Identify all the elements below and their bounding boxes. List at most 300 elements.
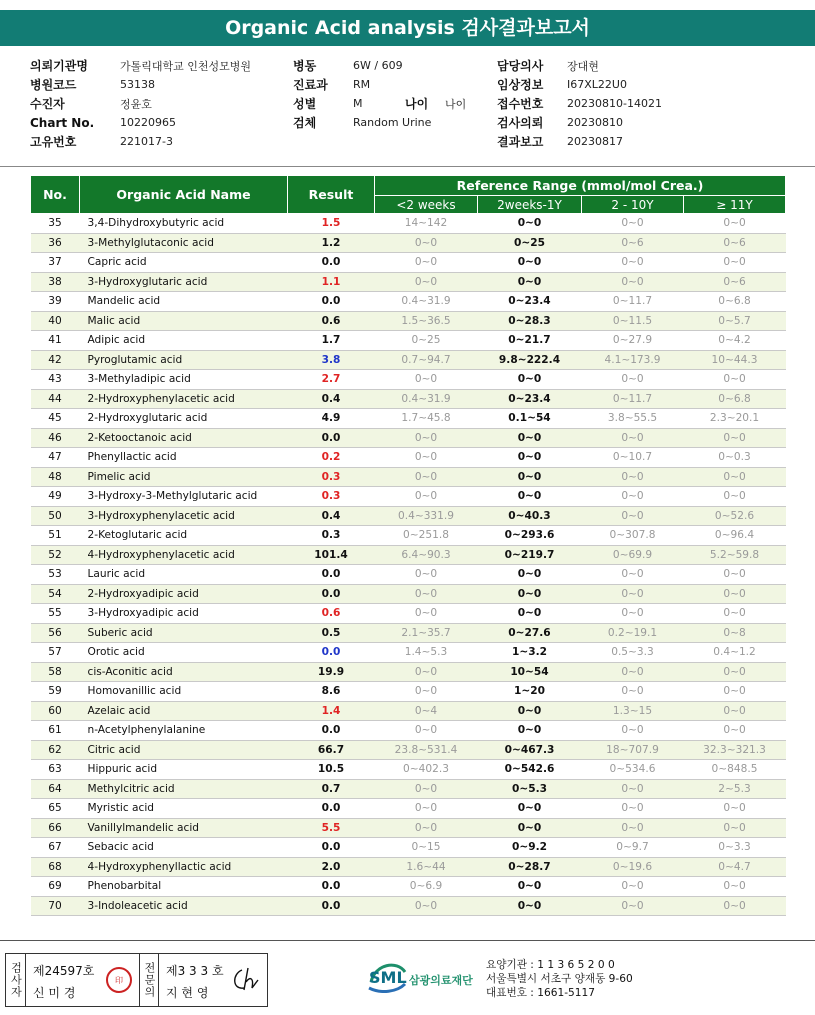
cell-range: 0~6 — [684, 272, 786, 292]
info-row — [497, 113, 797, 132]
cell-name: Suberic acid — [80, 623, 288, 643]
cell-range: 0~28.3 — [478, 311, 582, 331]
cell-range: 0~0 — [582, 779, 684, 799]
table-row — [31, 701, 786, 721]
cell-range: 10~44.3 — [684, 350, 786, 370]
cell-name: 2-Hydroxyadipic acid — [80, 584, 288, 604]
cell-name: 3-Methylglutaconic acid — [80, 233, 288, 253]
cell-range: 0~6 — [684, 233, 786, 253]
info-value: 정윤호 — [120, 97, 152, 111]
cell-range: 0~0 — [684, 487, 786, 507]
table-row — [31, 467, 786, 487]
cell-range: 0~467.3 — [478, 740, 582, 760]
header-divider — [0, 166, 815, 167]
table-row — [31, 838, 786, 858]
info-row — [30, 56, 280, 75]
results-table-body — [31, 214, 786, 916]
cell-no: 52 — [31, 545, 80, 565]
header-result: Result — [288, 176, 375, 214]
cell-range: 5.2~59.8 — [684, 545, 786, 565]
info-label: 검체 — [293, 116, 317, 130]
cell-range: 0~0 — [375, 662, 478, 682]
cell-no: 53 — [31, 565, 80, 585]
cell-range: 0~0 — [478, 487, 582, 507]
cell-no: 42 — [31, 350, 80, 370]
cell-no: 38 — [31, 272, 80, 292]
cell-range: 0~0 — [684, 584, 786, 604]
cell-name: Vanillylmandelic acid — [80, 818, 288, 838]
info-value: I67XL22U0 — [567, 78, 627, 91]
report-title: Organic Acid analysis 검사결과보고서 — [0, 10, 815, 46]
table-row — [31, 272, 786, 292]
info-label: 의뢰기관명 — [30, 59, 88, 73]
cell-range: 0~11.7 — [582, 389, 684, 409]
cell-result: 0.0 — [288, 838, 375, 858]
cell-name: Homovanillic acid — [80, 682, 288, 702]
cell-no: 48 — [31, 467, 80, 487]
cell-name: n-Acetylphenylalanine — [80, 721, 288, 741]
cell-result: 19.9 — [288, 662, 375, 682]
cell-result: 0.6 — [288, 311, 375, 331]
cell-range: 0~0 — [684, 896, 786, 916]
cell-no: 65 — [31, 799, 80, 819]
cell-result: 101.4 — [288, 545, 375, 565]
cell-range: 0~534.6 — [582, 760, 684, 780]
cell-range: 0~9.2 — [478, 838, 582, 858]
table-row — [31, 799, 786, 819]
cell-no: 62 — [31, 740, 80, 760]
cell-name: Phenyllactic acid — [80, 448, 288, 468]
cell-no: 58 — [31, 662, 80, 682]
cell-range: 0~0 — [684, 214, 786, 234]
cell-range: 0~0 — [478, 253, 582, 273]
cell-no: 37 — [31, 253, 80, 273]
cell-range: 0~0.3 — [684, 448, 786, 468]
table-row — [31, 857, 786, 877]
cell-range: 0~11.5 — [582, 311, 684, 331]
cell-no: 63 — [31, 760, 80, 780]
info-label: 수진자 — [30, 97, 65, 111]
cell-range: 1~20 — [478, 682, 582, 702]
cell-range: 0~0 — [582, 253, 684, 273]
table-row — [31, 487, 786, 507]
cell-result: 2.7 — [288, 370, 375, 390]
info-value: RM — [353, 78, 371, 91]
table-row — [31, 818, 786, 838]
cell-result: 1.7 — [288, 331, 375, 351]
cell-no: 68 — [31, 857, 80, 877]
tester-label: 검사자 — [6, 954, 26, 1006]
cell-range: 0~5.7 — [684, 311, 786, 331]
cell-range: 0~0 — [582, 370, 684, 390]
patient-info-section — [0, 50, 815, 165]
cell-name: 3-Hydroxyadipic acid — [80, 604, 288, 624]
table-row — [31, 370, 786, 390]
cell-range: 0~4.7 — [684, 857, 786, 877]
cell-no: 67 — [31, 838, 80, 858]
cell-result: 66.7 — [288, 740, 375, 760]
cell-no: 66 — [31, 818, 80, 838]
cell-range: 0~96.4 — [684, 526, 786, 546]
cell-range: 0~19.6 — [582, 857, 684, 877]
cell-range: 0~0 — [684, 799, 786, 819]
cell-name: Malic acid — [80, 311, 288, 331]
cell-range: 0~0 — [582, 799, 684, 819]
header-reference-range: Reference Range (mmol/mol Crea.) — [375, 176, 786, 196]
cell-name: 3-Methyladipic acid — [80, 370, 288, 390]
cell-range: 1.6~44 — [375, 857, 478, 877]
cell-result: 0.5 — [288, 623, 375, 643]
cell-range: 0.4~31.9 — [375, 292, 478, 312]
cell-range: 0~28.7 — [478, 857, 582, 877]
info-value: 20230810 — [567, 116, 623, 129]
cell-range: 0~3.3 — [684, 838, 786, 858]
cell-range: 0~0 — [375, 428, 478, 448]
cell-range: 0~251.8 — [375, 526, 478, 546]
cell-range: 0~0 — [375, 682, 478, 702]
cell-range: 10~54 — [478, 662, 582, 682]
tester-license-no: 제24597호 — [33, 964, 95, 978]
cell-range: 2.3~20.1 — [684, 409, 786, 429]
header-range-under-2-weeks: <2 weeks — [375, 196, 478, 214]
cell-range: 2.1~35.7 — [375, 623, 478, 643]
cell-result: 4.9 — [288, 409, 375, 429]
cell-no: 41 — [31, 331, 80, 351]
cell-range: 0~0 — [375, 604, 478, 624]
cell-range: 0.4~31.9 — [375, 389, 478, 409]
cell-range: 0~0 — [375, 799, 478, 819]
info-row — [497, 75, 797, 94]
cell-range: 0~6.9 — [375, 877, 478, 897]
cell-result: 8.6 — [288, 682, 375, 702]
cell-range: 0~0 — [478, 214, 582, 234]
cell-result: 0.3 — [288, 467, 375, 487]
info-value: 6W / 609 — [353, 59, 403, 72]
cell-range: 0~0 — [478, 799, 582, 819]
cell-range: 0~23.4 — [478, 292, 582, 312]
tester-seal-icon: 印 — [106, 967, 132, 993]
cell-range: 0~27.9 — [582, 331, 684, 351]
cell-range: 0~6.8 — [684, 292, 786, 312]
table-row — [31, 506, 786, 526]
table-row — [31, 565, 786, 585]
cell-range: 0~0 — [478, 565, 582, 585]
cell-range: 0~0 — [684, 467, 786, 487]
cell-name: 4-Hydroxyphenyllactic acid — [80, 857, 288, 877]
cell-range: 0~0 — [375, 779, 478, 799]
cell-range: 0~0 — [582, 467, 684, 487]
cell-no: 46 — [31, 428, 80, 448]
cell-range: 0~0 — [375, 272, 478, 292]
cell-name: 2-Ketooctanoic acid — [80, 428, 288, 448]
info-label: 병동 — [293, 59, 317, 73]
cell-no: 36 — [31, 233, 80, 253]
cell-no: 40 — [31, 311, 80, 331]
info-label: 임상정보 — [497, 78, 544, 92]
cell-no: 56 — [31, 623, 80, 643]
cell-name: Methylcitric acid — [80, 779, 288, 799]
info-value: 20230810-14021 — [567, 97, 662, 110]
cell-range: 0~0 — [375, 253, 478, 273]
cell-range: 0~0 — [684, 604, 786, 624]
table-row — [31, 721, 786, 741]
cell-range: 0.1~54 — [478, 409, 582, 429]
info-label: 병원코드 — [30, 78, 77, 92]
cell-result: 1.5 — [288, 214, 375, 234]
cell-name: Lauric acid — [80, 565, 288, 585]
cell-range: 0~0 — [478, 818, 582, 838]
cell-result: 0.3 — [288, 487, 375, 507]
cell-result: 0.0 — [288, 721, 375, 741]
cell-name: Pimelic acid — [80, 467, 288, 487]
cell-no: 51 — [31, 526, 80, 546]
info-value: 가톨릭대학교 인천성모병원 — [120, 59, 252, 73]
cell-result: 0.4 — [288, 389, 375, 409]
cell-range: 0~69.9 — [582, 545, 684, 565]
cell-range: 0~0 — [684, 682, 786, 702]
table-row — [31, 526, 786, 546]
cell-range: 0~0 — [375, 487, 478, 507]
cell-range: 0~8 — [684, 623, 786, 643]
cell-result: 0.0 — [288, 896, 375, 916]
cell-range: 0~848.5 — [684, 760, 786, 780]
cell-range: 0.7~94.7 — [375, 350, 478, 370]
info-row — [30, 113, 280, 132]
info-value: 221017-3 — [120, 135, 173, 148]
cell-name: 2-Ketoglutaric acid — [80, 526, 288, 546]
cell-no: 45 — [31, 409, 80, 429]
cell-range: 0~0 — [684, 818, 786, 838]
cell-name: 3-Indoleacetic acid — [80, 896, 288, 916]
cell-name: Myristic acid — [80, 799, 288, 819]
info-label: 접수번호 — [497, 97, 544, 111]
cell-name: 3,4-Dihydroxybutyric acid — [80, 214, 288, 234]
cell-range: 0~293.6 — [478, 526, 582, 546]
cell-range: 0~219.7 — [478, 545, 582, 565]
cell-no: 35 — [31, 214, 80, 234]
table-row — [31, 740, 786, 760]
cell-range: 0~0 — [582, 565, 684, 585]
cell-range: 0~27.6 — [478, 623, 582, 643]
approver-label: 전문의 — [139, 954, 159, 1006]
header-range-11y-plus: ≥ 11Y — [684, 196, 786, 214]
table-row — [31, 584, 786, 604]
table-row — [31, 233, 786, 253]
cell-no: 69 — [31, 877, 80, 897]
cell-range: 0~0 — [375, 721, 478, 741]
info-label: 검사의뢰 — [497, 116, 544, 130]
results-table — [30, 175, 786, 916]
cell-range: 0~0 — [582, 877, 684, 897]
table-row — [31, 623, 786, 643]
cell-range: 0.5~3.3 — [582, 643, 684, 663]
table-row — [31, 292, 786, 312]
contact-line-2: 서울특별시 서초구 양재동 9-60 — [486, 973, 633, 985]
table-row — [31, 428, 786, 448]
cell-range: 0~0 — [375, 448, 478, 468]
cell-range: 0.2~19.1 — [582, 623, 684, 643]
cell-range: 0.4~331.9 — [375, 506, 478, 526]
cell-range: 0~0 — [582, 214, 684, 234]
cell-name: Sebacic acid — [80, 838, 288, 858]
cell-range: 0~0 — [684, 877, 786, 897]
cell-result: 0.3 — [288, 526, 375, 546]
cell-result: 0.2 — [288, 448, 375, 468]
cell-no: 50 — [31, 506, 80, 526]
cell-range: 0~0 — [478, 896, 582, 916]
cell-range: 0~0 — [582, 506, 684, 526]
cell-range: 0~0 — [582, 818, 684, 838]
cell-range: 0~0 — [478, 721, 582, 741]
info-value: 장대현 — [567, 59, 599, 73]
cell-no: 44 — [31, 389, 80, 409]
info-label: 결과보고 — [497, 135, 544, 149]
cell-range: 0~23.4 — [478, 389, 582, 409]
cell-result: 0.0 — [288, 799, 375, 819]
footer-divider — [0, 940, 815, 941]
cell-range: 0~0 — [478, 448, 582, 468]
cell-name: 4-Hydroxyphenylacetic acid — [80, 545, 288, 565]
cell-no: 47 — [31, 448, 80, 468]
cell-range: 0~0 — [478, 467, 582, 487]
tester-name: 신 미 경 — [33, 986, 76, 1000]
table-row — [31, 896, 786, 916]
info-row — [30, 75, 280, 94]
cell-range: 0~0 — [375, 584, 478, 604]
cell-range: 1.5~36.5 — [375, 311, 478, 331]
cell-result: 5.5 — [288, 818, 375, 838]
signature-box — [5, 953, 268, 1007]
table-row — [31, 448, 786, 468]
cell-name: Hippuric acid — [80, 760, 288, 780]
cell-name: Mandelic acid — [80, 292, 288, 312]
table-row — [31, 604, 786, 624]
cell-result: 10.5 — [288, 760, 375, 780]
cell-range: 0~0 — [582, 604, 684, 624]
cell-range: 0~0 — [478, 428, 582, 448]
table-row — [31, 350, 786, 370]
cell-range: 4.1~173.9 — [582, 350, 684, 370]
patient-info-column-2 — [293, 56, 483, 132]
cell-range: 0~0 — [582, 896, 684, 916]
cell-no: 55 — [31, 604, 80, 624]
cell-name: Pyroglutamic acid — [80, 350, 288, 370]
cell-name: Phenobarbital — [80, 877, 288, 897]
cell-result: 0.0 — [288, 428, 375, 448]
info-row — [497, 132, 797, 151]
cell-range: 0~402.3 — [375, 760, 478, 780]
cell-result: 0.7 — [288, 779, 375, 799]
cell-range: 0~0 — [582, 584, 684, 604]
header-range-2weeks-1y: 2weeks-1Y — [478, 196, 582, 214]
cell-range: 0~0 — [478, 604, 582, 624]
logo-text: SML — [369, 968, 407, 987]
cell-result: 2.0 — [288, 857, 375, 877]
cell-range: 0~0 — [582, 682, 684, 702]
cell-range: 0~0 — [684, 428, 786, 448]
approver-name: 지 현 영 — [166, 986, 209, 1000]
cell-no: 57 — [31, 643, 80, 663]
cell-range: 0.4~1.2 — [684, 643, 786, 663]
cell-result: 0.0 — [288, 253, 375, 273]
cell-range: 3.8~55.5 — [582, 409, 684, 429]
cell-name: Adipic acid — [80, 331, 288, 351]
table-row — [31, 389, 786, 409]
cell-result: 0.0 — [288, 877, 375, 897]
info-row — [30, 94, 280, 113]
cell-range: 18~707.9 — [582, 740, 684, 760]
info-value: 나이 — [445, 97, 467, 111]
info-value: 10220965 — [120, 116, 176, 129]
info-row — [293, 56, 483, 75]
cell-range: 0~0 — [375, 233, 478, 253]
cell-range: 0~0 — [375, 896, 478, 916]
cell-name: Azelaic acid — [80, 701, 288, 721]
cell-range: 0~0 — [582, 662, 684, 682]
contact-info — [486, 958, 633, 1000]
cell-result: 0.0 — [288, 584, 375, 604]
cell-range: 0~40.3 — [478, 506, 582, 526]
cell-range: 0~0 — [684, 370, 786, 390]
cell-name: 3-Hydroxy-3-Methylglutaric acid — [80, 487, 288, 507]
cell-range: 0~4.2 — [684, 331, 786, 351]
cell-no: 49 — [31, 487, 80, 507]
header-organic-acid-name: Organic Acid Name — [80, 176, 288, 214]
table-row — [31, 682, 786, 702]
cell-range: 9.8~222.4 — [478, 350, 582, 370]
table-row — [31, 877, 786, 897]
cell-range: 0~0 — [375, 818, 478, 838]
cell-range: 0~0 — [684, 721, 786, 741]
contact-line-1: 요양기관 : 1 1 3 6 5 2 0 0 — [486, 959, 615, 971]
cell-range: 0~0 — [684, 701, 786, 721]
info-row — [30, 132, 280, 151]
cell-range: 0~0 — [375, 467, 478, 487]
cell-range: 0~5.3 — [478, 779, 582, 799]
cell-range: 1~3.2 — [478, 643, 582, 663]
table-row — [31, 214, 786, 234]
table-row — [31, 409, 786, 429]
cell-no: 70 — [31, 896, 80, 916]
cell-name: cis-Aconitic acid — [80, 662, 288, 682]
table-row — [31, 253, 786, 273]
cell-range: 0~0 — [582, 272, 684, 292]
info-label: 담당의사 — [497, 59, 544, 73]
cell-no: 64 — [31, 779, 80, 799]
cell-range: 0~0 — [582, 428, 684, 448]
table-row — [31, 779, 786, 799]
cell-range: 0~0 — [375, 370, 478, 390]
info-value: 20230817 — [567, 135, 623, 148]
cell-range: 32.3~321.3 — [684, 740, 786, 760]
cell-no: 61 — [31, 721, 80, 741]
cell-range: 1.4~5.3 — [375, 643, 478, 663]
cell-range: 0~542.6 — [478, 760, 582, 780]
header-no: No. — [31, 176, 80, 214]
info-row — [497, 94, 797, 113]
contact-line-3: 대표번호 : 1661-5117 — [486, 987, 595, 999]
cell-range: 0~0 — [478, 877, 582, 897]
cell-no: 39 — [31, 292, 80, 312]
sml-logo — [367, 958, 477, 998]
approver-license-no: 제3 3 3 호 — [166, 964, 224, 978]
cell-no: 43 — [31, 370, 80, 390]
cell-result: 3.8 — [288, 350, 375, 370]
cell-range: 0~0 — [582, 487, 684, 507]
cell-range: 0~0 — [478, 370, 582, 390]
org-name: 삼광의료재단 — [409, 974, 473, 987]
cell-range: 0~21.7 — [478, 331, 582, 351]
